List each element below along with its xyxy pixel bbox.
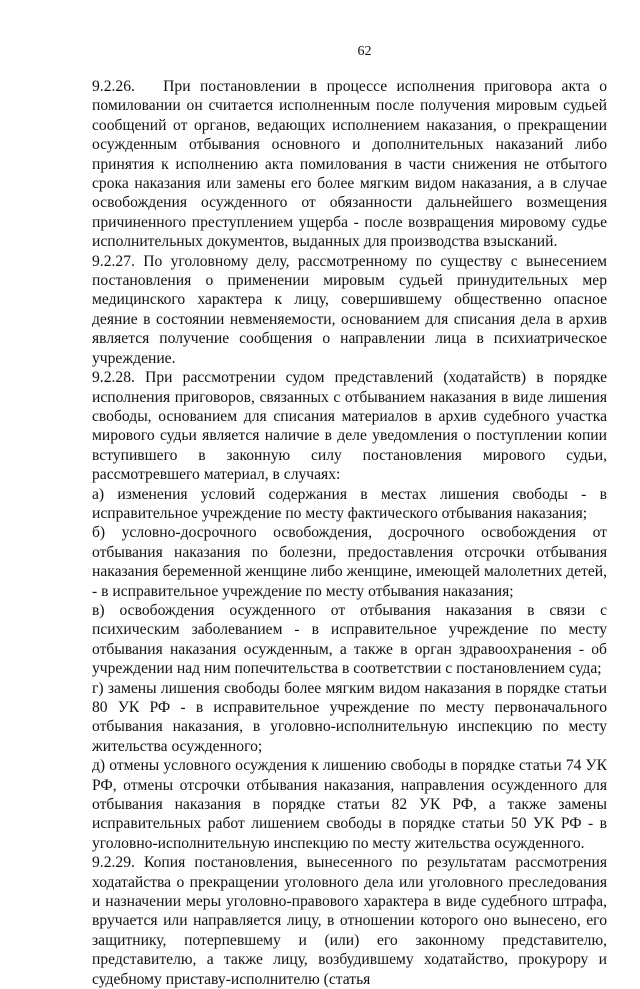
page-number: 62: [357, 44, 372, 59]
paragraph-9-2-27: 9.2.27. По уголовному делу, рассмотренному по существу с вынесением постановления о применении мировым судьей принудительных мер медицинского характера к лицу, совершившему общественно опасное деяние в состоянии невменяемости, основанием для списания дела в архив является получение сообщения о направлении лица в психиатрическое учреждение.: [92, 252, 607, 367]
paragraph-9-2-26: 9.2.26. При постановлении в процессе исполнения приговора акта о помиловании он считается исполненным после получения мировым судьей сообщений от органов, ведающих исполнением наказания, о прекращении осужденным отбывания основного и дополнительных наказаний либо принятия к исполнению акта помилования в части снижения не отбытого срока наказания или замены его более мягким видом наказания, а в случае освобождения осужденного от обязанности дальнейшего возмещения причиненного преступлением ущерба - после возвращения мировому судье исполнительных документов, выданных для производства взысканий.: [92, 78, 607, 251]
paragraph-9-2-28: 9.2.28. При рассмотрении судом представлений (ходатайств) в порядке исполнения приговоров, связанных с отбыванием наказания в виде лишения свободы, основанием для списания материалов в архив судебного участка мирового судьи является наличие в деле уведомления о поступлении копии вступившего в законную силу постановления мирового судьи, рассмотревшего материал, в случаях:: [92, 369, 607, 484]
paragraph-9-2-29: 9.2.29. Копия постановления, вынесенного по результатам рассмотрения ходатайства о прекращении уголовного дела или уголовного преследования и назначении меры уголовно-правового характера в виде судебного штрафа, вручается или направляется лицу, в отношении которого оно вынесено, его защитнику, потерпевшему и (или) его законному представителю, представителю, а также лицу, возбудившему ходатайство, прокурору и судебному приставу-исполнителю (статья: [92, 854, 607, 988]
paragraph-item-d: д) отмены условного осуждения к лишению свободы в порядке статьи 74 УК РФ, отмены отсрочки отбывания наказания, направления осужденного для отбывания наказания в порядке статьи 82 УК РФ, а также замены исправительных работ лишением свободы в порядке статьи 50 УК РФ - в уголовно-исполнительную инспекцию по месту жительства осужденного.: [92, 757, 607, 852]
paragraph-item-v: в) освобождения осужденного от отбывания наказания в связи с психическим заболеванием - в исправительное учреждение по месту отбывания наказания осужденным, а также в орган здравоохранения - об учреждении над ним попечительства в соответствии с постановлением суда;: [92, 601, 607, 678]
paragraph-item-b: б) условно-досрочного освобождения, досрочного освобождения от отбывания наказания по болезни, предоставления отсрочки отбывания наказания беременной женщине либо женщине, имеющей малолетних детей, - в исправительное учреждение по месту отбывания наказания;: [92, 524, 607, 600]
paragraph-item-a: а) изменения условий содержания в местах лишения свободы - в исправительное учреждение по месту фактического отбывания наказания;: [92, 485, 607, 522]
paragraph-item-g: г) замены лишения свободы более мягким видом наказания в порядке статьи 80 УК РФ - в исправительное учреждение по месту первоначального отбывания наказания, в уголовно-исполнительную инспекцию по месту жительства осужденного;: [92, 679, 607, 755]
